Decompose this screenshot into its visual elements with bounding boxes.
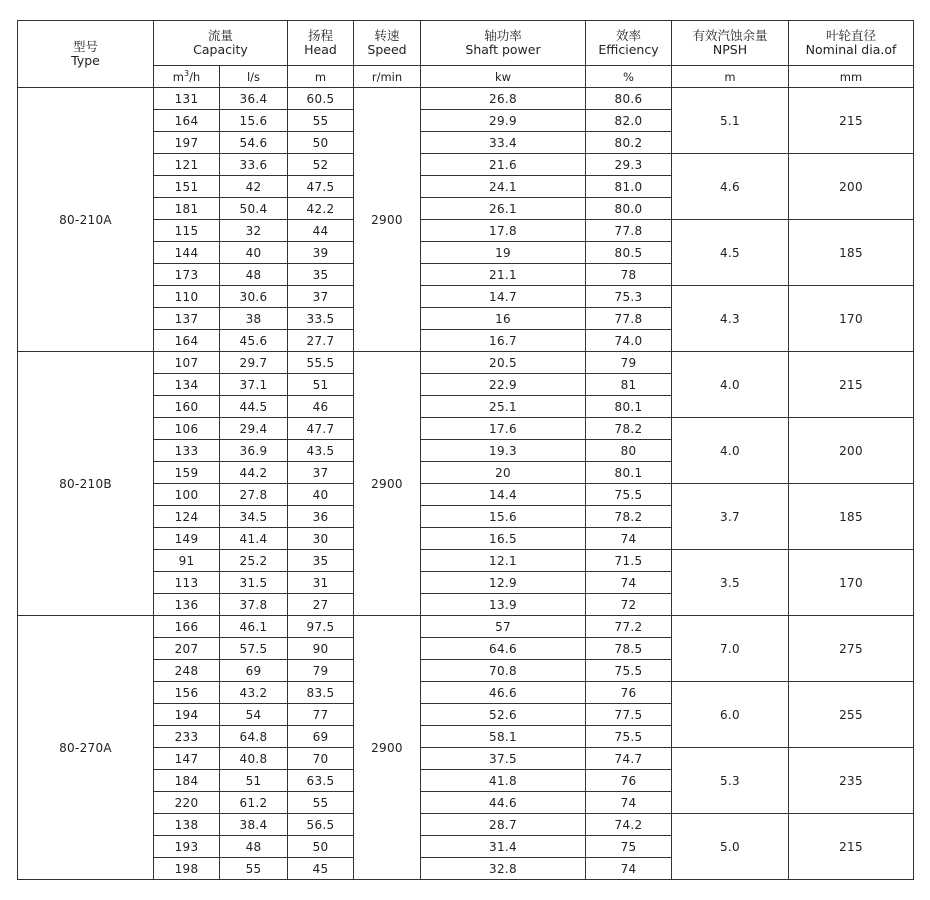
cell-speed: 2900 xyxy=(354,616,421,880)
cell-shaft-power: 15.6 xyxy=(421,506,586,528)
cell-dia: 215 xyxy=(789,352,914,418)
cell-efficiency: 77.5 xyxy=(586,704,672,726)
cell-efficiency: 80.2 xyxy=(586,132,672,154)
cell-shaft-power: 16 xyxy=(421,308,586,330)
cell-capacity-ls: 57.5 xyxy=(220,638,288,660)
header-head-en: Head xyxy=(304,42,337,57)
cell-npsh: 6.0 xyxy=(672,682,789,748)
cell-efficiency: 80.0 xyxy=(586,198,672,220)
header-capacity xyxy=(154,21,288,66)
cell-efficiency: 75.3 xyxy=(586,286,672,308)
cell-dia: 170 xyxy=(789,286,914,352)
cell-head: 90 xyxy=(288,638,354,660)
cell-shaft-power: 14.4 xyxy=(421,484,586,506)
cell-capacity-m3h: 106 xyxy=(154,418,220,440)
cell-efficiency: 79 xyxy=(586,352,672,374)
cell-capacity-ls: 25.2 xyxy=(220,550,288,572)
cell-capacity-ls: 31.5 xyxy=(220,572,288,594)
cell-head: 52 xyxy=(288,154,354,176)
cell-shaft-power: 31.4 xyxy=(421,836,586,858)
cell-capacity-m3h: 207 xyxy=(154,638,220,660)
cell-shaft-power: 13.9 xyxy=(421,594,586,616)
cell-capacity-ls: 43.2 xyxy=(220,682,288,704)
cell-head: 36 xyxy=(288,506,354,528)
cell-head: 63.5 xyxy=(288,770,354,792)
header-speed xyxy=(354,21,421,66)
cell-efficiency: 74.2 xyxy=(586,814,672,836)
cell-capacity-ls: 40 xyxy=(220,242,288,264)
cell-npsh: 5.1 xyxy=(672,88,789,154)
cell-efficiency: 76 xyxy=(586,770,672,792)
cell-shaft-power: 29.9 xyxy=(421,110,586,132)
cell-npsh: 4.5 xyxy=(672,220,789,286)
cell-npsh: 3.5 xyxy=(672,550,789,616)
cell-capacity-m3h: 193 xyxy=(154,836,220,858)
cell-efficiency: 78 xyxy=(586,264,672,286)
cell-head: 39 xyxy=(288,242,354,264)
unit-speed: r/min xyxy=(354,66,421,88)
cell-capacity-ls: 38.4 xyxy=(220,814,288,836)
cell-shaft-power: 33.4 xyxy=(421,132,586,154)
cell-efficiency: 78.2 xyxy=(586,418,672,440)
cell-efficiency: 74 xyxy=(586,528,672,550)
cell-capacity-ls: 51 xyxy=(220,770,288,792)
unit-head: m xyxy=(288,66,354,88)
cell-capacity-m3h: 115 xyxy=(154,220,220,242)
cell-shaft-power: 26.1 xyxy=(421,198,586,220)
cell-capacity-m3h: 121 xyxy=(154,154,220,176)
cell-capacity-m3h: 110 xyxy=(154,286,220,308)
cell-capacity-ls: 36.9 xyxy=(220,440,288,462)
cell-capacity-m3h: 166 xyxy=(154,616,220,638)
cell-capacity-m3h: 248 xyxy=(154,660,220,682)
cell-efficiency: 74 xyxy=(586,792,672,814)
cell-efficiency: 81.0 xyxy=(586,176,672,198)
cell-head: 42.2 xyxy=(288,198,354,220)
cell-dia: 255 xyxy=(789,682,914,748)
cell-head: 47.7 xyxy=(288,418,354,440)
cell-capacity-ls: 29.7 xyxy=(220,352,288,374)
unit-m3h-tail: /h xyxy=(189,69,201,84)
cell-efficiency: 72 xyxy=(586,594,672,616)
cell-head: 55 xyxy=(288,110,354,132)
header-dia xyxy=(789,21,914,66)
cell-capacity-m3h: 138 xyxy=(154,814,220,836)
cell-capacity-ls: 38 xyxy=(220,308,288,330)
header-speed-en: Speed xyxy=(367,42,407,57)
cell-shaft-power: 19 xyxy=(421,242,586,264)
cell-capacity-m3h: 194 xyxy=(154,704,220,726)
cell-capacity-m3h: 220 xyxy=(154,792,220,814)
cell-shaft-power: 14.7 xyxy=(421,286,586,308)
cell-capacity-m3h: 184 xyxy=(154,770,220,792)
header-npsh-cn: 有效汽蚀余量 xyxy=(692,28,768,43)
cell-capacity-ls: 44.2 xyxy=(220,462,288,484)
table-row xyxy=(18,88,914,110)
cell-shaft-power: 21.1 xyxy=(421,264,586,286)
cell-shaft-power: 25.1 xyxy=(421,396,586,418)
cell-capacity-ls: 69 xyxy=(220,660,288,682)
performance-table-container xyxy=(17,20,914,880)
cell-efficiency: 82.0 xyxy=(586,110,672,132)
cell-head: 77 xyxy=(288,704,354,726)
cell-capacity-ls: 29.4 xyxy=(220,418,288,440)
header-speed-cn: 转速 xyxy=(374,28,400,43)
cell-head: 35 xyxy=(288,264,354,286)
cell-capacity-ls: 54.6 xyxy=(220,132,288,154)
cell-capacity-ls: 48 xyxy=(220,264,288,286)
cell-head: 50 xyxy=(288,836,354,858)
cell-capacity-m3h: 147 xyxy=(154,748,220,770)
cell-efficiency: 77.8 xyxy=(586,220,672,242)
cell-head: 33.5 xyxy=(288,308,354,330)
cell-capacity-m3h: 159 xyxy=(154,462,220,484)
cell-shaft-power: 32.8 xyxy=(421,858,586,880)
cell-shaft-power: 44.6 xyxy=(421,792,586,814)
cell-efficiency: 75 xyxy=(586,836,672,858)
cell-shaft-power: 17.6 xyxy=(421,418,586,440)
cell-shaft-power: 16.7 xyxy=(421,330,586,352)
cell-capacity-m3h: 113 xyxy=(154,572,220,594)
cell-capacity-ls: 34.5 xyxy=(220,506,288,528)
cell-capacity-ls: 41.4 xyxy=(220,528,288,550)
unit-efficiency: % xyxy=(586,66,672,88)
cell-dia: 275 xyxy=(789,616,914,682)
cell-head: 83.5 xyxy=(288,682,354,704)
cell-capacity-ls: 32 xyxy=(220,220,288,242)
cell-shaft-power: 20 xyxy=(421,462,586,484)
cell-dia: 215 xyxy=(789,88,914,154)
cell-capacity-ls: 40.8 xyxy=(220,748,288,770)
header-type-en: Type xyxy=(71,53,100,68)
header-capacity-en: Capacity xyxy=(193,42,248,57)
cell-capacity-ls: 50.4 xyxy=(220,198,288,220)
cell-head: 44 xyxy=(288,220,354,242)
unit-capacity-m3h xyxy=(154,66,220,88)
header-efficiency-en: Efficiency xyxy=(598,42,659,57)
cell-dia: 200 xyxy=(789,154,914,220)
cell-head: 40 xyxy=(288,484,354,506)
cell-shaft-power: 70.8 xyxy=(421,660,586,682)
cell-efficiency: 75.5 xyxy=(586,660,672,682)
header-shaft-power-cn: 轴功率 xyxy=(484,28,522,43)
cell-efficiency: 75.5 xyxy=(586,484,672,506)
header-efficiency-cn: 效率 xyxy=(615,28,641,43)
cell-efficiency: 77.2 xyxy=(586,616,672,638)
cell-capacity-ls: 37.1 xyxy=(220,374,288,396)
cell-npsh: 4.6 xyxy=(672,154,789,220)
cell-head: 45 xyxy=(288,858,354,880)
cell-capacity-m3h: 100 xyxy=(154,484,220,506)
cell-capacity-m3h: 233 xyxy=(154,726,220,748)
header-efficiency xyxy=(586,21,672,66)
cell-efficiency: 80 xyxy=(586,440,672,462)
cell-capacity-m3h: 144 xyxy=(154,242,220,264)
cell-head: 47.5 xyxy=(288,176,354,198)
cell-shaft-power: 20.5 xyxy=(421,352,586,374)
cell-dia: 185 xyxy=(789,220,914,286)
cell-dia: 235 xyxy=(789,748,914,814)
cell-capacity-m3h: 91 xyxy=(154,550,220,572)
cell-efficiency: 74.7 xyxy=(586,748,672,770)
header-npsh-en: NPSH xyxy=(712,42,748,57)
cell-head: 37 xyxy=(288,286,354,308)
cell-npsh: 5.0 xyxy=(672,814,789,880)
cell-shaft-power: 58.1 xyxy=(421,726,586,748)
cell-head: 27 xyxy=(288,594,354,616)
cell-efficiency: 80.1 xyxy=(586,462,672,484)
cell-capacity-ls: 27.8 xyxy=(220,484,288,506)
cell-head: 55 xyxy=(288,792,354,814)
cell-capacity-m3h: 164 xyxy=(154,110,220,132)
header-head-cn: 扬程 xyxy=(307,28,333,43)
cell-capacity-ls: 64.8 xyxy=(220,726,288,748)
header-shaft-power xyxy=(421,21,586,66)
cell-shaft-power: 57 xyxy=(421,616,586,638)
cell-type: 80-210A xyxy=(18,88,154,352)
cell-efficiency: 78.2 xyxy=(586,506,672,528)
cell-capacity-m3h: 134 xyxy=(154,374,220,396)
cell-efficiency: 81 xyxy=(586,374,672,396)
cell-capacity-m3h: 136 xyxy=(154,594,220,616)
cell-capacity-m3h: 197 xyxy=(154,132,220,154)
cell-capacity-m3h: 131 xyxy=(154,88,220,110)
cell-shaft-power: 17.8 xyxy=(421,220,586,242)
cell-shaft-power: 12.1 xyxy=(421,550,586,572)
cell-capacity-m3h: 107 xyxy=(154,352,220,374)
cell-shaft-power: 64.6 xyxy=(421,638,586,660)
cell-capacity-m3h: 137 xyxy=(154,308,220,330)
cell-capacity-ls: 46.1 xyxy=(220,616,288,638)
cell-efficiency: 78.5 xyxy=(586,638,672,660)
cell-capacity-ls: 55 xyxy=(220,858,288,880)
cell-efficiency: 75.5 xyxy=(586,726,672,748)
unit-m3h-base: m xyxy=(172,69,184,84)
cell-capacity-ls: 54 xyxy=(220,704,288,726)
cell-head: 37 xyxy=(288,462,354,484)
cell-dia: 215 xyxy=(789,814,914,880)
cell-capacity-ls: 15.6 xyxy=(220,110,288,132)
cell-capacity-ls: 45.6 xyxy=(220,330,288,352)
cell-capacity-m3h: 124 xyxy=(154,506,220,528)
cell-capacity-m3h: 151 xyxy=(154,176,220,198)
cell-shaft-power: 37.5 xyxy=(421,748,586,770)
cell-capacity-m3h: 181 xyxy=(154,198,220,220)
table-row xyxy=(18,352,914,374)
cell-efficiency: 74 xyxy=(586,572,672,594)
cell-type: 80-270A xyxy=(18,616,154,880)
cell-capacity-ls: 30.6 xyxy=(220,286,288,308)
header-capacity-cn: 流量 xyxy=(207,28,233,43)
cell-npsh: 7.0 xyxy=(672,616,789,682)
header-shaft-power-en: Shaft power xyxy=(465,42,541,57)
header-npsh xyxy=(672,21,789,66)
cell-npsh: 3.7 xyxy=(672,484,789,550)
header-head xyxy=(288,21,354,66)
cell-head: 55.5 xyxy=(288,352,354,374)
cell-head: 50 xyxy=(288,132,354,154)
unit-dia: mm xyxy=(789,66,914,88)
cell-shaft-power: 22.9 xyxy=(421,374,586,396)
cell-efficiency: 80.5 xyxy=(586,242,672,264)
cell-capacity-m3h: 133 xyxy=(154,440,220,462)
cell-shaft-power: 19.3 xyxy=(421,440,586,462)
cell-capacity-ls: 48 xyxy=(220,836,288,858)
cell-head: 46 xyxy=(288,396,354,418)
cell-efficiency: 77.8 xyxy=(586,308,672,330)
unit-power: kw xyxy=(421,66,586,88)
cell-shaft-power: 52.6 xyxy=(421,704,586,726)
cell-head: 70 xyxy=(288,748,354,770)
cell-head: 79 xyxy=(288,660,354,682)
header-dia-cn: 叶轮直径 xyxy=(825,28,876,43)
cell-speed: 2900 xyxy=(354,352,421,616)
cell-dia: 185 xyxy=(789,484,914,550)
cell-type: 80-210B xyxy=(18,352,154,616)
cell-speed: 2900 xyxy=(354,88,421,352)
cell-capacity-ls: 33.6 xyxy=(220,154,288,176)
cell-efficiency: 80.6 xyxy=(586,88,672,110)
header-type xyxy=(18,21,154,88)
cell-head: 43.5 xyxy=(288,440,354,462)
table-body xyxy=(18,88,914,880)
cell-head: 56.5 xyxy=(288,814,354,836)
cell-npsh: 4.0 xyxy=(672,352,789,418)
cell-head: 27.7 xyxy=(288,330,354,352)
cell-shaft-power: 41.8 xyxy=(421,770,586,792)
cell-shaft-power: 16.5 xyxy=(421,528,586,550)
cell-capacity-ls: 44.5 xyxy=(220,396,288,418)
cell-head: 51 xyxy=(288,374,354,396)
cell-shaft-power: 24.1 xyxy=(421,176,586,198)
cell-capacity-m3h: 156 xyxy=(154,682,220,704)
cell-head: 35 xyxy=(288,550,354,572)
performance-table xyxy=(17,20,914,880)
cell-shaft-power: 21.6 xyxy=(421,154,586,176)
cell-capacity-ls: 36.4 xyxy=(220,88,288,110)
unit-capacity-ls: l/s xyxy=(220,66,288,88)
cell-shaft-power: 26.8 xyxy=(421,88,586,110)
cell-head: 69 xyxy=(288,726,354,748)
cell-npsh: 5.3 xyxy=(672,748,789,814)
cell-head: 31 xyxy=(288,572,354,594)
cell-npsh: 4.0 xyxy=(672,418,789,484)
cell-head: 97.5 xyxy=(288,616,354,638)
unit-m3h-sup: 3 xyxy=(183,68,190,78)
cell-shaft-power: 28.7 xyxy=(421,814,586,836)
cell-shaft-power: 12.9 xyxy=(421,572,586,594)
cell-dia: 200 xyxy=(789,418,914,484)
cell-efficiency: 71.5 xyxy=(586,550,672,572)
cell-efficiency: 74.0 xyxy=(586,330,672,352)
cell-capacity-ls: 42 xyxy=(220,176,288,198)
cell-efficiency: 76 xyxy=(586,682,672,704)
cell-capacity-m3h: 149 xyxy=(154,528,220,550)
cell-capacity-m3h: 173 xyxy=(154,264,220,286)
unit-npsh: m xyxy=(672,66,789,88)
cell-dia: 170 xyxy=(789,550,914,616)
cell-capacity-ls: 61.2 xyxy=(220,792,288,814)
cell-capacity-ls: 37.8 xyxy=(220,594,288,616)
cell-capacity-m3h: 160 xyxy=(154,396,220,418)
cell-capacity-m3h: 164 xyxy=(154,330,220,352)
header-type-cn: 型号 xyxy=(72,39,98,54)
cell-npsh: 4.3 xyxy=(672,286,789,352)
cell-efficiency: 74 xyxy=(586,858,672,880)
cell-shaft-power: 46.6 xyxy=(421,682,586,704)
table-row xyxy=(18,616,914,638)
cell-head: 30 xyxy=(288,528,354,550)
cell-efficiency: 29.3 xyxy=(586,154,672,176)
cell-efficiency: 80.1 xyxy=(586,396,672,418)
header-dia-en: Nominal dia.of xyxy=(805,42,897,57)
cell-capacity-m3h: 198 xyxy=(154,858,220,880)
cell-head: 60.5 xyxy=(288,88,354,110)
